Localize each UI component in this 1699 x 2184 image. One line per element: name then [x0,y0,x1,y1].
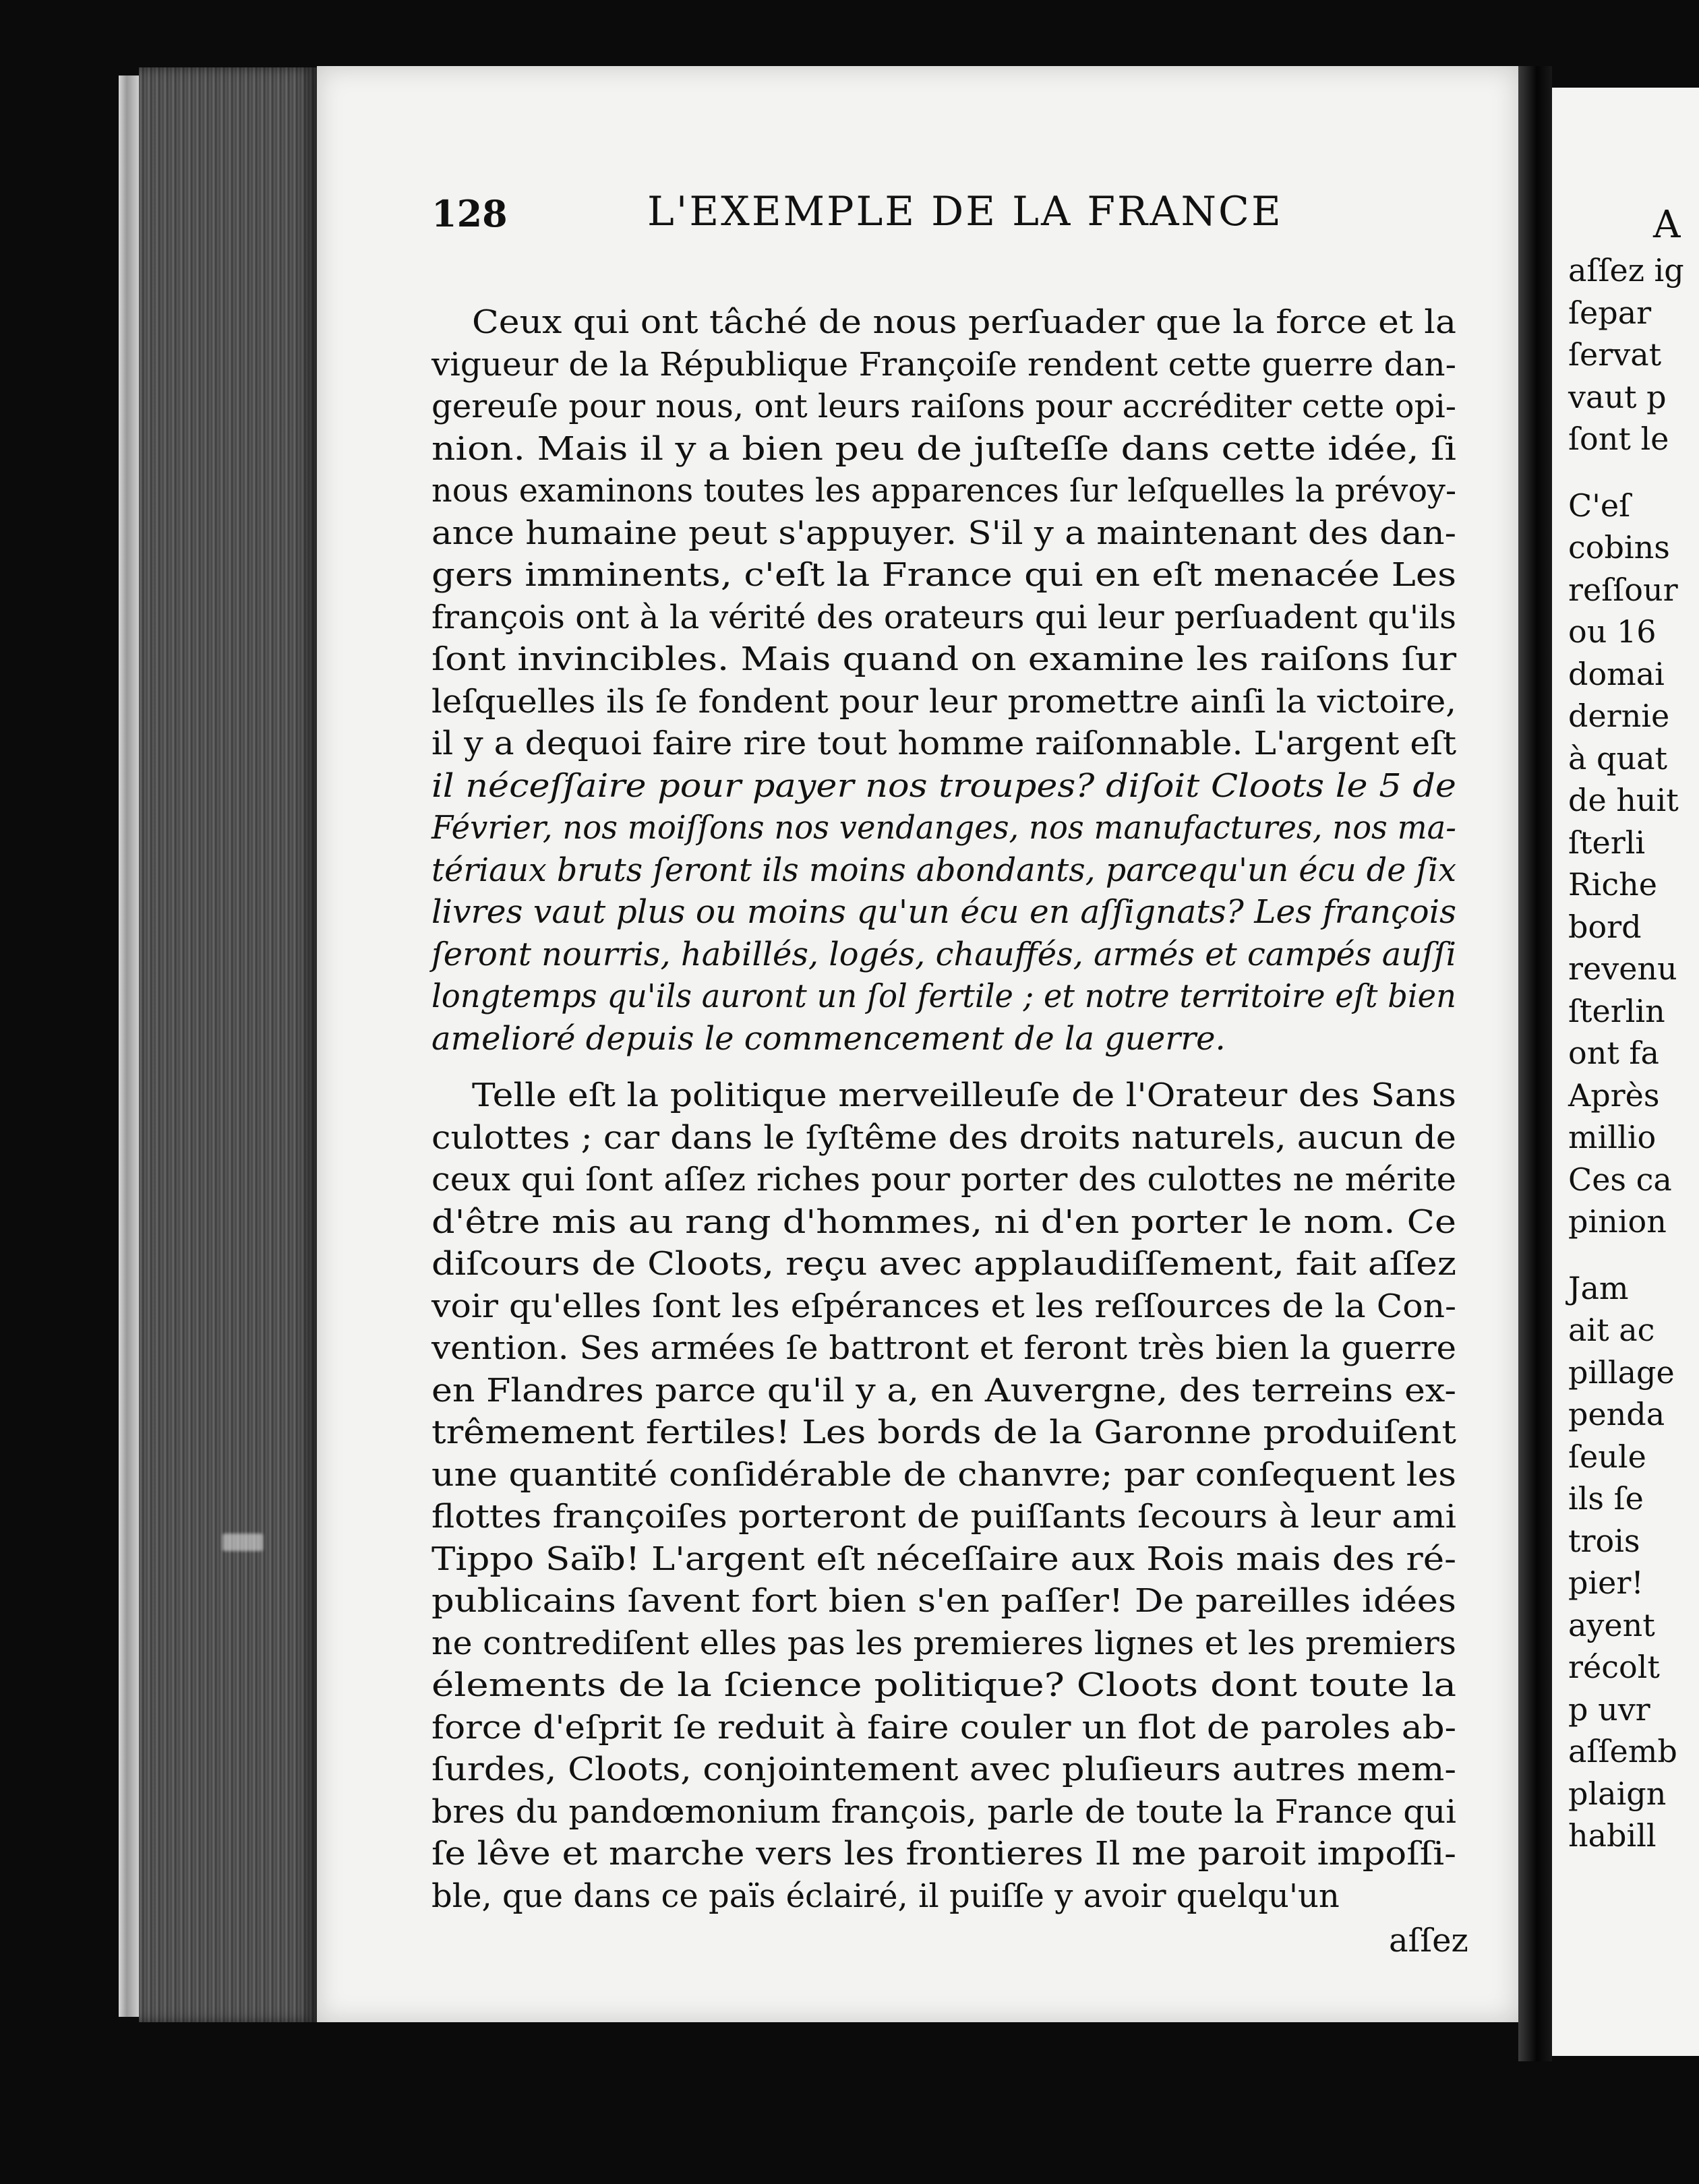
page-edge-mark [222,1534,263,1551]
text-line: élements de la ſcience politique? Cloots dont toute la [431,1666,1457,1704]
text-line: ceux qui ſont aſſez riches pour porter des culottes ne mérite [431,1161,1457,1199]
text-line: bres du pandœmonium françois, parle de toute la France qui [431,1792,1456,1831]
text-line: ſurdes, Cloots, conjointement avec pluſieurs autres mem- [431,1751,1456,1788]
text-line: Février, nos moiſſons nos vendanges, nos manufactures, nos ma- [431,809,1456,847]
right-text-line: Riche [1568,866,1657,903]
page-number: 128 [431,192,508,235]
text-line: ſeront nourris, habillés, logés, chauffés, armés et campés auſſi [431,935,1456,973]
text-line: trêmement fertiles! Les bords de la Garonne produiſent [431,1414,1456,1451]
right-text-line: de huit [1568,782,1679,818]
text-line: vention. Ses armées ſe battront et feront très bien la guerre [431,1329,1457,1367]
right-text-line: Ces ca [1568,1161,1672,1198]
right-text-line: ait ac [1568,1312,1655,1348]
right-text-line: ſepar [1568,294,1652,331]
right-text-line: ſterlin [1568,992,1665,1029]
right-text-line: à quat [1568,739,1668,777]
text-line: en Flandres parce qu'il y a, en Auvergne, des terreins ex- [431,1371,1457,1409]
text-line: gereuſe pour nous, ont leurs raiſons pour accréditer cette opi- [431,388,1457,425]
right-text-line: trois [1568,1522,1640,1559]
text-line: diſcours de Cloots, reçu avec applaudiſſement, fait aſſez [431,1245,1456,1283]
text-line: Ceux qui ont tâché de nous perſuader que la force et la [472,303,1456,341]
left-page [317,66,1518,2022]
right-text-line: aſſemb [1568,1733,1677,1769]
right-text-line: C'eſ [1568,487,1631,524]
page-stack-edges [139,67,317,2022]
text-line: une quantité conſidérable de chanvre; par conſequent les [431,1455,1457,1494]
text-line: force d'eſprit ſe reduit à faire couler un flot de paroles ab- [431,1708,1457,1747]
text-line: livres vaut plus ou moins qu'un écu en aſſignats? Les françois [431,893,1457,931]
right-text-line: habill [1568,1817,1657,1854]
text-line: Tippo Saïb! L'argent eſt néceſſaire aux Rois mais des ré- [431,1540,1457,1578]
text-line: longtemps qu'ils auront un ſol fertile ; et notre territoire eſt bien [431,977,1456,1015]
right-text-line: ou 16 [1568,613,1657,650]
right-running-head-fragment: A [1653,203,1681,247]
right-text-line: pinion [1568,1203,1667,1240]
book-edge [119,75,139,2017]
text-line: flottes françoiſes porteront de puiſſants ſecours à leur ami [431,1498,1457,1536]
book-gutter [1518,66,1552,2061]
running-head: L'EXEMPLE DE LA FRANCE [647,188,1283,235]
text-line: ſont invincibles. Mais quand on examine les raiſons ſur [431,640,1457,678]
right-text-line: Après [1568,1076,1660,1114]
text-line: françois ont à la vérité des orateurs qui leur perſuadent qu'ils [431,598,1457,636]
text-line: voir qu'elles ſont les eſpérances et les reſſources de la Con- [431,1287,1457,1325]
text-line: tériaux bruts ſeront ils moins abondants, parcequ'un écu de ſix [431,851,1456,889]
text-line: ble, que dans ce païs éclairé, il puiſſe y avoir quelqu'un [431,1877,1340,1915]
right-text-line: ſterli [1568,824,1646,861]
right-text-line: vaut p [1568,378,1667,415]
catchword: aſſez [1389,1922,1468,1960]
right-text-line: revenu [1568,950,1677,987]
text-line: d'être mis au rang d'hommes, ni d'en porter le nom. Ce [431,1203,1456,1241]
right-text-line: millio [1568,1119,1657,1155]
right-text-line: dernie [1568,698,1670,734]
text-line: Telle eſt la politique merveilleuſe de l'Orateur des Sans [472,1076,1456,1114]
right-text-line: ſont le [1568,421,1669,457]
right-text-line: ont fa [1568,1035,1659,1071]
right-text-line: reſſour [1568,571,1678,608]
right-text-line: pier! [1568,1565,1644,1601]
text-line: gers imminents, c'eſt la France qui en eſt menacée Les [431,556,1457,594]
text-line: ance humaine peut s'appuyer. S'il y a maintenant des dan- [431,514,1456,552]
text-line: nion. Mais il y a bien peu de juſteſſe dans cette idée, ſi [431,429,1457,468]
right-text-line: Jam [1568,1269,1629,1306]
right-text-line: ayent [1568,1606,1655,1643]
right-text-line: plaign [1568,1775,1667,1812]
text-line: leſquelles ils ſe fondent pour leur promettre ainſi la victoire, [431,682,1457,721]
right-text-line: cobins [1568,529,1670,566]
right-text-line: p uvr [1568,1691,1650,1728]
text-line: vigueur de la République Françoiſe rendent cette guerre dan- [431,345,1456,384]
text-line: ſe lêve et marche vers les frontieres Il me paroit impoſſi- [431,1835,1457,1873]
right-text-line: aſſez ig [1568,252,1684,289]
text-line: culottes ; car dans le ſyſtême des droits naturels, aucun de [431,1118,1456,1157]
text-line: il y a dequoi faire rire tout homme raiſonnable. L'argent eſt [431,725,1457,762]
right-text-line: récolt [1568,1649,1660,1685]
text-line: ne contrediſent elles pas les premieres lignes et les premiers [431,1624,1456,1662]
right-text-line: ils ſe [1568,1480,1644,1517]
right-text-line: ſeule [1568,1438,1646,1475]
text-line: publicains ſavent fort bien s'en paſſer! De pareilles idées [431,1582,1456,1620]
right-text-line: bord [1568,908,1642,945]
right-page [1552,88,1699,2056]
right-text-line: pillage [1568,1354,1675,1391]
text-line: nous examinons toutes les apparences ſur leſquelles la prévoy- [431,472,1457,510]
right-text-line: ſervat [1568,336,1662,373]
right-text-line: domai [1568,655,1665,692]
right-text-line: penda [1568,1396,1665,1432]
text-line: amelioré depuis le commencement de la guerre. [431,1019,1226,1058]
text-line: il néceſſaire pour payer nos troupes? diſoit Cloots le 5 de [431,766,1456,805]
